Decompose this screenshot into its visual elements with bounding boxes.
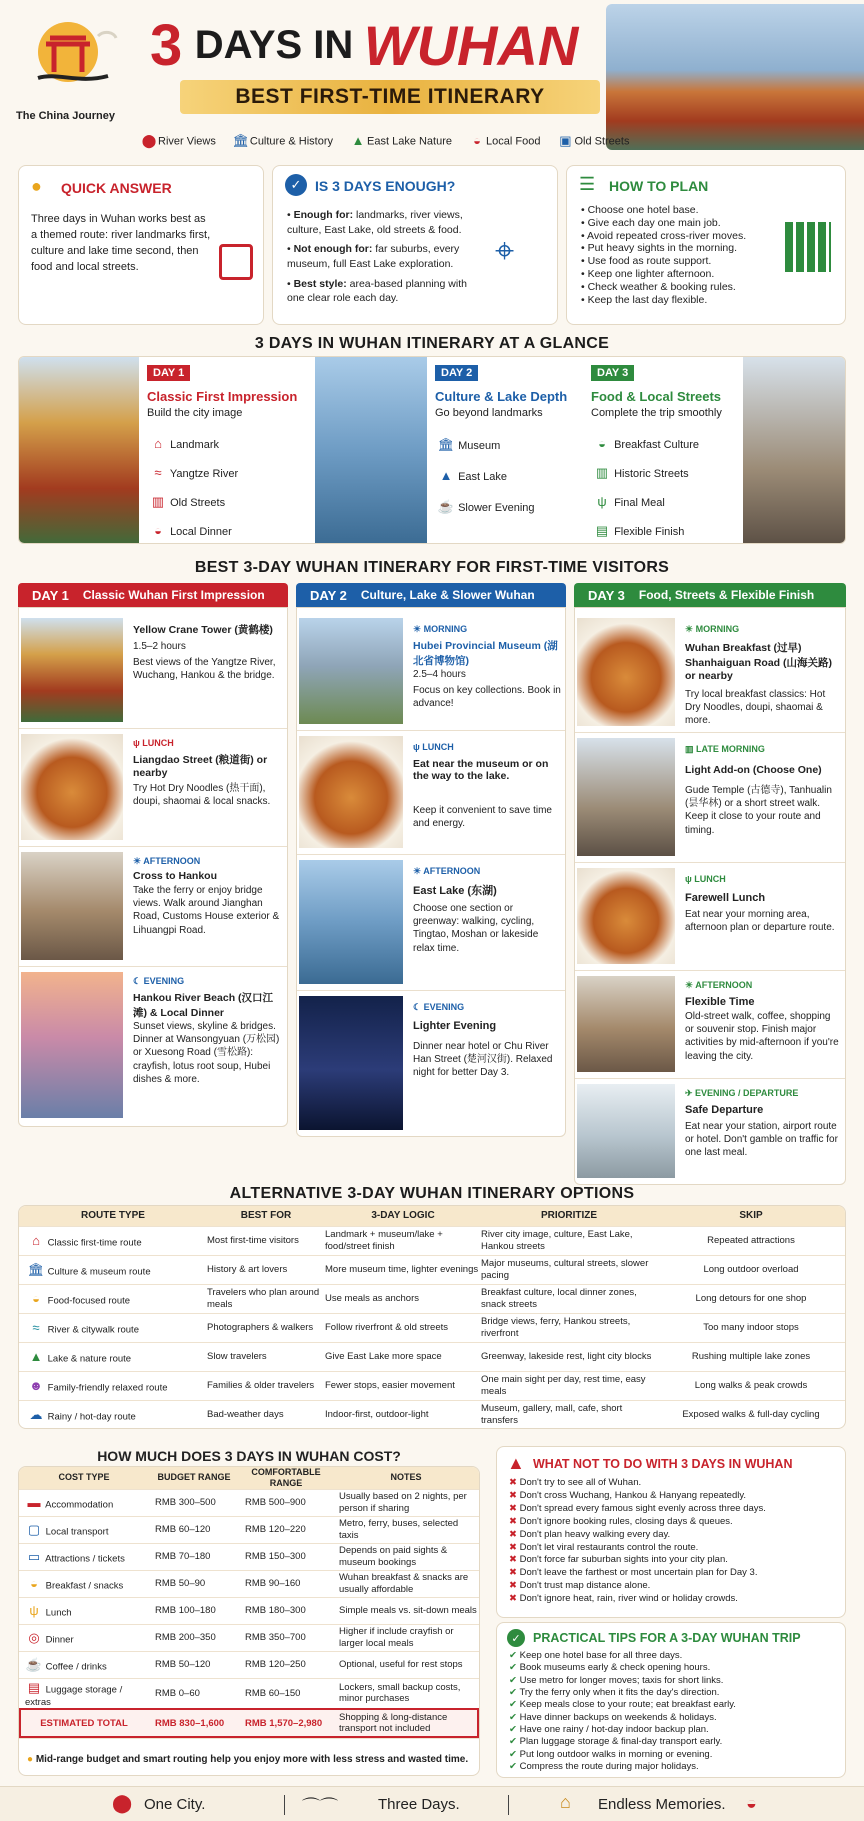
day3-tag: DAY 3 bbox=[591, 365, 634, 381]
bowl-icon: ◒ bbox=[32, 1291, 40, 1306]
bowl-icon: ◒ bbox=[473, 132, 481, 148]
cost-title: HOW MUCH DOES 3 DAYS IN WUHAN COST? bbox=[97, 1448, 401, 1464]
footer-three-days: Three Days. bbox=[378, 1796, 460, 1813]
bowl-icon: ◒ bbox=[30, 1576, 38, 1592]
list-item: ✖ Don't spread every famous sight evenly across three days. bbox=[509, 1502, 766, 1514]
what-not-list bbox=[509, 1477, 839, 1606]
header bbox=[0, 0, 864, 155]
noodles-image bbox=[21, 734, 123, 840]
entry-label: ψ LUNCH bbox=[413, 742, 454, 752]
building-icon: ▥ bbox=[685, 744, 697, 754]
glance-item: ▥ Historic Streets bbox=[593, 460, 699, 489]
tag-local-food: ◒ Local Food bbox=[468, 131, 540, 149]
pin-icon: ⬤ bbox=[141, 132, 157, 148]
tree-icon: ▲ bbox=[439, 468, 453, 483]
family-icon: ☻ bbox=[29, 1378, 43, 1393]
title-days-in: DAYS IN bbox=[194, 23, 354, 67]
entry-label: ☀ AFTERNOON bbox=[685, 980, 753, 990]
bulb-icon: ● bbox=[27, 1754, 36, 1765]
luggage-icon: ▤ bbox=[595, 523, 609, 538]
entry-title: Wuhan Breakfast (过早) Shanhaiguan Road (山海关路) or nearby bbox=[685, 642, 832, 682]
night-city-image bbox=[299, 996, 403, 1130]
entry-meta: 1.5–2 hours bbox=[133, 641, 186, 652]
alt-table bbox=[19, 1206, 845, 1429]
entry-label: ✈ EVENING / DEPARTURE bbox=[685, 1088, 799, 1098]
list-item: ✖ Don't force far suburban sights into your city plan. bbox=[509, 1554, 728, 1566]
table-row: 🏛 Culture & museum route History & art lovers More museum time, lighter evenings Major museums, cultural streets, slower pacing Long outdoor overload bbox=[19, 1255, 845, 1284]
table-row: ▲ Lake & nature route Slow travelers Give East Lake more space Greenway, lakeside rest, light city blocks Rushing multiple lake zones bbox=[19, 1342, 845, 1371]
list-item: ✖ Don't plan heavy walking every day. bbox=[509, 1528, 671, 1540]
title-city: WUHAN bbox=[363, 14, 579, 77]
utensils-icon: ψ bbox=[29, 1603, 39, 1619]
enough-list bbox=[287, 208, 477, 306]
enough-item: • Best style: area-based planning with one clear role each day. bbox=[287, 277, 467, 305]
tag-east-lake: ▲ East Lake Nature bbox=[349, 131, 452, 149]
lunch-image bbox=[299, 736, 403, 848]
glance-item: ψ Final Meal bbox=[593, 489, 699, 518]
entry-text: Keep it convenient to save time and energy. bbox=[413, 805, 552, 830]
entry-title: Yellow Crane Tower (黄鹤楼) bbox=[133, 624, 273, 636]
list-item: ✖ Don't trust map distance alone. bbox=[509, 1580, 651, 1592]
sun-icon: ☀ bbox=[413, 624, 424, 634]
plan-item: • Keep one lighter afternoon. bbox=[581, 267, 715, 280]
old-street-image bbox=[577, 976, 675, 1072]
entry bbox=[575, 862, 847, 970]
moon-icon: ☾ bbox=[133, 976, 144, 986]
table-row: ⌂ Classic first-time route Most first-time visitors Landmark + museum/lake + food/street finish River city image, culture, East Lake, Hankou streets Repeated attractions bbox=[19, 1226, 845, 1255]
list-item: ✔ Put long outdoor walks in morning or evening. bbox=[509, 1748, 713, 1760]
table-row: ☻ Family-friendly relaxed route Families & older travelers Fewer stops, easier movement One main sight per day, rest time, easy meals Long walks & peak crowds bbox=[19, 1371, 845, 1400]
entry-label: ☀ AFTERNOON bbox=[133, 856, 201, 866]
museum-image bbox=[299, 618, 403, 724]
bowl-icon: ◒ bbox=[598, 436, 606, 451]
street-icon: ▥ bbox=[595, 465, 609, 480]
day3-title: Food & Local Streets bbox=[591, 389, 722, 404]
enough-card bbox=[272, 165, 558, 325]
what-not-title: WHAT NOT TO DO WITH 3 DAYS IN WUHAN bbox=[533, 1457, 793, 1471]
check-icon: ✔ bbox=[509, 1724, 517, 1736]
entry-title: Cross to Hankou bbox=[133, 870, 218, 882]
best-day3-column bbox=[574, 607, 846, 1185]
glance-item: 🏛 Museum bbox=[437, 437, 501, 452]
entry-text: Choose one section or greenway: walking, cycling, Tingtao, Moshan or lakeside relax time. bbox=[413, 903, 539, 954]
plate-icon: ◎ bbox=[28, 1630, 40, 1646]
entry-text: Eat near your station, airport route or hotel. Don't gamble on traffic for one last meal. bbox=[685, 1121, 838, 1159]
list-item: ✔ Compress the route during major holidays. bbox=[509, 1761, 699, 1773]
entry bbox=[575, 1078, 847, 1184]
list-item: ✖ Don't leave the farthest or most uncertain plan for Day 3. bbox=[509, 1567, 758, 1579]
glance-item: ▥ Old Streets bbox=[149, 489, 238, 518]
entry-text: Try Hot Dry Noodles (热干面), doupi, shaomai & local snacks. bbox=[133, 783, 271, 808]
gude-temple-image bbox=[577, 738, 675, 856]
x-icon: ✖ bbox=[509, 1554, 517, 1566]
glance-day3 bbox=[583, 357, 743, 544]
entry-title: Light Add-on (Choose One) bbox=[685, 764, 822, 776]
x-icon: ✖ bbox=[509, 1515, 517, 1527]
cost-table-card bbox=[18, 1466, 480, 1776]
footer-endless-memories: Endless Memories. bbox=[598, 1796, 726, 1813]
entry-label: ψ LUNCH bbox=[133, 738, 174, 748]
table-header bbox=[19, 1467, 479, 1489]
table-row: ◒ Breakfast / snacks RMB 50–90 RMB 90–160 Wuhan breakfast & snacks are usually affordable bbox=[19, 1570, 479, 1597]
entry-title: Hubei Provincial Museum (湖北省博物馆) bbox=[413, 640, 558, 667]
day1-title: Classic First Impression bbox=[147, 389, 298, 404]
sun-icon: ☀ bbox=[685, 980, 696, 990]
list-item: ✖ Don't cross Wuchang, Hankou & Hanyang repeatedly. bbox=[509, 1489, 747, 1501]
museum-icon: 🏛 bbox=[437, 437, 455, 452]
how-to-plan-list bbox=[581, 204, 771, 306]
entry bbox=[297, 608, 567, 730]
entry-text: Gude Temple (古德寺), Tanhualin (昙华林) or a short street walk. Keep it close to your route and timing. bbox=[685, 785, 832, 836]
practical-tips-card bbox=[496, 1622, 846, 1778]
camera-icon: ▣ bbox=[559, 132, 572, 148]
subtitle-banner bbox=[180, 80, 600, 114]
ticket-icon: ▭ bbox=[27, 1549, 41, 1565]
entry-label: ☀ AFTERNOON bbox=[413, 866, 481, 876]
checklist-icon: ☰ bbox=[579, 174, 596, 194]
table-row: ☁ Rainy / hot-day route Bad-weather days Indoor-first, outdoor-light Museum, gallery, mall, cafe, short transfers Exposed walks & full-day cycling bbox=[19, 1400, 845, 1429]
day2-title: Culture & Lake Depth bbox=[435, 389, 568, 404]
entry bbox=[297, 730, 567, 854]
col-header: BUDGET RANGE bbox=[149, 1467, 239, 1489]
calendar-icon bbox=[219, 244, 253, 280]
bowl-icon: ◒ bbox=[154, 523, 162, 538]
check-icon: ✔ bbox=[509, 1761, 517, 1773]
plan-item: • Avoid repeated cross-river moves. bbox=[581, 229, 747, 242]
alt-title: ALTERNATIVE 3-DAY WUHAN ITINERARY OPTIONS bbox=[229, 1185, 635, 1202]
footer-divider bbox=[508, 1795, 509, 1815]
col-header: SKIP bbox=[657, 1206, 845, 1226]
tips-title: PRACTICAL TIPS FOR A 3-DAY WUHAN TRIP bbox=[533, 1631, 801, 1645]
river-beach-image bbox=[21, 972, 123, 1118]
glance-day2-image bbox=[315, 357, 427, 544]
utensils-icon: ψ bbox=[413, 742, 423, 752]
quick-answer-card bbox=[18, 165, 264, 325]
alt-table-card bbox=[18, 1205, 846, 1429]
tips-list bbox=[509, 1650, 839, 1773]
col-header: 3-DAY LOGIC bbox=[325, 1206, 481, 1226]
entry bbox=[575, 732, 847, 862]
train-icon: ▢ bbox=[27, 1522, 41, 1538]
page-title bbox=[150, 12, 650, 78]
table-row: ▢ Local transport RMB 60–120 RMB 120–220 Metro, ferry, buses, selected taxis bbox=[19, 1516, 479, 1543]
quick-answer-text: Three days in Wuhan works best as a themed route: river landmarks first, culture and lake time second, then food and local streets. bbox=[31, 213, 211, 273]
museum-icon: 🏛 bbox=[232, 132, 250, 148]
entry-label: ▥ LATE MORNING bbox=[685, 744, 765, 754]
x-icon: ✖ bbox=[509, 1580, 517, 1592]
x-icon: ✖ bbox=[509, 1502, 517, 1514]
entry-text: Focus on key collections. Book in advance! bbox=[413, 685, 561, 710]
glance-item: ◒ Local Dinner bbox=[149, 518, 238, 544]
best-title: BEST 3-DAY WUHAN ITINERARY FOR FIRST-TIME VISITORS bbox=[194, 559, 670, 576]
entry-label: ☾ EVENING bbox=[413, 1002, 465, 1012]
list-item: ✔ Book museums early & check opening hours. bbox=[509, 1662, 711, 1674]
list-item: ✖ Don't try to see all of Wuhan. bbox=[509, 1477, 642, 1488]
footer bbox=[0, 1786, 864, 1821]
glance-item: ▲ East Lake bbox=[437, 462, 535, 493]
table-row: ◎ Dinner RMB 200–350 RMB 350–700 Higher if include crayfish or larger local meals bbox=[19, 1624, 479, 1651]
tag-river-views: ⬤ River Views bbox=[141, 132, 216, 148]
what-not-to-do-card bbox=[496, 1446, 846, 1618]
luggage-icon: ▤ bbox=[27, 1680, 41, 1696]
table-row: ▬ Accommodation RMB 300–500 RMB 500–900 Usually based on 2 nights, per person if sharing bbox=[19, 1489, 479, 1516]
moon-icon: ☾ bbox=[413, 1002, 424, 1012]
x-icon: ✖ bbox=[509, 1528, 517, 1540]
glance-item: ⌂ Landmark bbox=[149, 431, 238, 460]
col-header: COMFORTABLE RANGE bbox=[239, 1467, 333, 1489]
sun-icon: ☀ bbox=[133, 856, 144, 866]
entry bbox=[297, 854, 567, 990]
tree-icon: ▲ bbox=[29, 1349, 43, 1364]
table-row: ψ Lunch RMB 100–180 RMB 180–300 Simple meals vs. sit-down meals bbox=[19, 1597, 479, 1624]
list-item: ✔ Use metro for longer moves; taxis for short links. bbox=[509, 1674, 724, 1686]
title-number: 3 bbox=[150, 13, 183, 78]
check-icon: ✔ bbox=[509, 1650, 517, 1661]
breakfast-image bbox=[577, 618, 675, 726]
plan-item: • Use food as route support. bbox=[581, 255, 712, 268]
pagoda-icon: ⌂ bbox=[154, 436, 162, 451]
check-icon: ✔ bbox=[509, 1674, 517, 1686]
plan-item: • Put heavy sights in the morning. bbox=[581, 242, 738, 255]
east-lake-image bbox=[299, 860, 403, 984]
entry-text: Eat near your morning area, afternoon plan or departure route. bbox=[685, 909, 835, 934]
entry-label: ☾ EVENING bbox=[133, 976, 185, 986]
how-to-plan-card bbox=[566, 165, 846, 325]
entry bbox=[19, 728, 289, 846]
bowl-icon: ◒ bbox=[746, 1793, 757, 1813]
how-to-plan-title: HOW TO PLAN bbox=[609, 178, 709, 194]
table-row: ▤ Luggage storage / extras RMB 0–60 RMB 60–150 Lockers, small backup costs, minor purchases bbox=[19, 1678, 479, 1708]
entry-title: Hankou River Beach (汉口江滩) & Local Dinner bbox=[133, 992, 274, 1019]
glance-item: ◒ Breakfast Culture bbox=[593, 431, 699, 460]
list-item: ✖ Don't let viral restaurants control the route. bbox=[509, 1541, 699, 1553]
museum-icon: 🏛 bbox=[27, 1262, 45, 1277]
list-item: ✖ Don't ignore booking rules, closing days & queues. bbox=[509, 1515, 733, 1527]
header-skyline-image bbox=[606, 4, 864, 150]
enough-title: IS 3 DAYS ENOUGH? bbox=[315, 178, 456, 194]
best-day3-bar: DAY 3 Food, Streets & Flexible Finish bbox=[574, 583, 846, 607]
col-header: NOTES bbox=[333, 1467, 479, 1489]
entry-text: Dinner near hotel or Chu River Han Street (楚河汉街). Relaxed night for better Day 3. bbox=[413, 1041, 553, 1079]
glance-day3-image bbox=[743, 357, 846, 544]
brand-logo bbox=[28, 14, 124, 94]
entry-text: Try local breakfast classics: Hot Dry Noodles, doupi, shaomai & more. bbox=[685, 689, 826, 727]
utensils-icon: ψ bbox=[685, 874, 695, 884]
plan-item: • Give each day one main job. bbox=[581, 216, 721, 229]
entry-title: Eat near the museum or on the way to the lake. bbox=[413, 758, 549, 782]
best-day1-column bbox=[18, 607, 288, 1127]
glance-title: 3 DAYS IN WUHAN ITINERARY AT A GLANCE bbox=[254, 335, 610, 352]
tag-old-streets: ▣ Old Streets bbox=[556, 131, 629, 149]
bridge-icon: ⌒⌒ bbox=[302, 1797, 338, 1817]
table-header bbox=[19, 1206, 845, 1226]
farewell-lunch-image bbox=[577, 868, 675, 964]
best-day1-bar: DAY 1 Classic Wuhan First Impression bbox=[18, 583, 288, 607]
gate-icon: ▥ bbox=[151, 494, 165, 509]
best-day2-bar: DAY 2 Culture, Lake & Slower Wuhan bbox=[296, 583, 566, 607]
plan-item: • Choose one hotel base. bbox=[581, 204, 699, 216]
glance-item: ☕ Slower Evening bbox=[437, 499, 535, 514]
brand-name: The China Journey bbox=[16, 110, 116, 122]
x-icon: ✖ bbox=[509, 1489, 517, 1501]
table-row: ≈ River & citywalk route Photographers & walkers Follow riverfront & old streets Bridge views, ferry, Hankou streets, riverfront Too many indoor stops bbox=[19, 1313, 845, 1342]
list-item: ✔ Have dinner backups on weekends & holidays. bbox=[509, 1711, 717, 1723]
entry-title: Lighter Evening bbox=[413, 1020, 497, 1032]
x-icon: ✖ bbox=[509, 1593, 517, 1605]
cup-icon: ☕ bbox=[25, 1657, 43, 1673]
day2-sub: Go beyond landmarks bbox=[435, 407, 543, 419]
day1-tag: DAY 1 bbox=[147, 365, 190, 381]
entry-title: Liangdao Street (粮道街) or nearby bbox=[133, 754, 268, 779]
table-row: ☕ Coffee / drinks RMB 50–120 RMB 120–250 Optional, useful for rest stops bbox=[19, 1651, 479, 1678]
col-header: PRIORITIZE bbox=[481, 1206, 657, 1226]
utensils-icon: ψ bbox=[597, 494, 607, 509]
col-header: ROUTE TYPE bbox=[19, 1206, 207, 1226]
yellow-crane-tower-image bbox=[21, 618, 123, 722]
airport-image bbox=[577, 1084, 675, 1178]
day1-sub: Build the city image bbox=[147, 407, 243, 419]
best-day2-column bbox=[296, 607, 566, 1137]
tree-icon: ▲ bbox=[351, 132, 365, 148]
entry bbox=[19, 846, 289, 966]
glance-band bbox=[18, 356, 846, 544]
list-item: ✔ Keep one hotel base for all three days. bbox=[509, 1650, 683, 1661]
glance-day2 bbox=[427, 357, 583, 544]
bridge-icon: ≈ bbox=[154, 465, 162, 480]
x-icon: ✖ bbox=[509, 1477, 517, 1488]
entry-text: Old-street walk, coffee, shopping or souvenir stop. Finish major activities by mid-afternoon if you're leaving the city. bbox=[685, 1011, 839, 1062]
entry bbox=[19, 608, 289, 728]
map-pin-icon: ⌖ bbox=[495, 232, 515, 270]
footer-divider bbox=[284, 1795, 285, 1815]
cost-table bbox=[19, 1467, 479, 1739]
table-row: ◒ Food-focused route Travelers who plan around meals Use meals as anchors Breakfast culture, local dinner zones, snack streets Long detours for one shop bbox=[19, 1284, 845, 1313]
day2-tag: DAY 2 bbox=[435, 365, 478, 381]
entry-text: Best views of the Yangtze River, Wuchang, Hankou & the bridge. bbox=[133, 657, 276, 682]
tag-culture: 🏛Culture & History bbox=[232, 132, 334, 148]
entry-meta: 2.5–4 hours bbox=[413, 669, 466, 680]
x-icon: ✖ bbox=[509, 1541, 517, 1553]
list-item: ✔ Have one rainy / hot-day indoor backup plan. bbox=[509, 1724, 709, 1736]
total-row: ESTIMATED TOTAL RMB 830–1,600 RMB 1,570–2,980 Shopping & long-distance transport not included bbox=[19, 1708, 479, 1738]
check-icon: ✔ bbox=[509, 1662, 517, 1674]
entry-title: East Lake (东湖) bbox=[413, 885, 497, 897]
footer-one-city: One City. bbox=[144, 1796, 206, 1813]
rain-cloud-icon: ☁ bbox=[29, 1407, 43, 1422]
cost-note: ● Mid-range budget and smart routing help you enjoy more with less stress and wasted time. bbox=[27, 1754, 469, 1765]
check-icon: ✔ bbox=[509, 1699, 517, 1711]
entry bbox=[575, 608, 847, 732]
table-row: ▭ Attractions / tickets RMB 70–180 RMB 150–300 Depends on paid sights & museum bookings bbox=[19, 1543, 479, 1570]
building-icon bbox=[785, 222, 831, 272]
entry bbox=[575, 970, 847, 1078]
glance-item: ≈ Yangtze River bbox=[149, 460, 238, 489]
col-header: BEST FOR bbox=[207, 1206, 325, 1226]
check-icon: ✔ bbox=[509, 1748, 517, 1760]
check-icon: ✔ bbox=[509, 1736, 517, 1748]
entry-title: Safe Departure bbox=[685, 1104, 764, 1116]
check-circle-icon: ✓ bbox=[507, 1629, 525, 1647]
entry-label: ☀ MORNING bbox=[413, 624, 468, 634]
pagoda-icon: ⌂ bbox=[32, 1233, 40, 1248]
bulb-icon: ● bbox=[31, 176, 42, 196]
warning-icon: ▲ bbox=[507, 1453, 525, 1473]
customs-house-image bbox=[21, 852, 123, 960]
entry-title: Flexible Time bbox=[685, 996, 755, 1008]
check-circle-icon: ✓ bbox=[285, 174, 307, 196]
plan-item: • Keep the last day flexible. bbox=[581, 293, 708, 306]
bed-icon: ▬ bbox=[27, 1495, 41, 1511]
glance-item: ▤ Flexible Finish bbox=[593, 518, 699, 544]
entry-title: Farewell Lunch bbox=[685, 892, 766, 904]
day3-sub: Complete the trip smoothly bbox=[591, 407, 722, 419]
entry-text: Take the ferry or enjoy bridge views. Walk around Jianghan Road, Customs House exterior & Lihuangpi Road. bbox=[133, 885, 280, 936]
tag-bar bbox=[140, 130, 680, 150]
check-icon: ✔ bbox=[509, 1711, 517, 1723]
glance-day1-image bbox=[19, 357, 139, 544]
pagoda-icon: ⌂ bbox=[560, 1792, 571, 1812]
entry bbox=[297, 990, 567, 1136]
cup-icon: ☕ bbox=[437, 499, 455, 514]
utensils-icon: ψ bbox=[133, 738, 143, 748]
entry-label: ☀ MORNING bbox=[685, 624, 740, 634]
sun-icon: ☀ bbox=[413, 866, 424, 876]
glance-day1 bbox=[139, 357, 315, 544]
plane-icon: ✈ bbox=[685, 1088, 696, 1098]
list-item: ✔ Try the ferry only when it fits the day's direction. bbox=[509, 1687, 720, 1699]
entry-label: ψ LUNCH bbox=[685, 874, 726, 884]
plan-item: • Check weather & booking rules. bbox=[581, 280, 736, 293]
bridge-icon: ≈ bbox=[32, 1320, 40, 1335]
col-header: COST TYPE bbox=[19, 1467, 149, 1489]
list-item: ✔ Keep meals close to your route; eat breakfast early. bbox=[509, 1699, 736, 1711]
enough-item: • Enough for: landmarks, river views, culture, East Lake, old streets & food. bbox=[287, 209, 463, 236]
enough-item: • Not enough for: far suburbs, every museum, full East Lake exploration. bbox=[287, 243, 460, 271]
subtitle: BEST FIRST-TIME ITINERARY bbox=[235, 85, 545, 108]
entry-text: Sunset views, skyline & bridges. Dinner at Wansongyuan (万松园) or Xuesong Road (雪松路): crayfish, lotus root soup, Hubei dishes & more. bbox=[133, 1021, 280, 1085]
sun-icon: ☀ bbox=[685, 624, 696, 634]
entry bbox=[19, 966, 289, 1126]
check-icon: ✔ bbox=[509, 1687, 517, 1699]
pin-icon: ⬤ bbox=[112, 1793, 133, 1813]
list-item: ✖ Don't ignore heat, rain, river wind or holiday crowds. bbox=[509, 1593, 738, 1605]
list-item: ✔ Plan luggage storage & final-day transport early. bbox=[509, 1736, 723, 1748]
quick-answer-title: QUICK ANSWER bbox=[61, 180, 172, 196]
x-icon: ✖ bbox=[509, 1567, 517, 1579]
